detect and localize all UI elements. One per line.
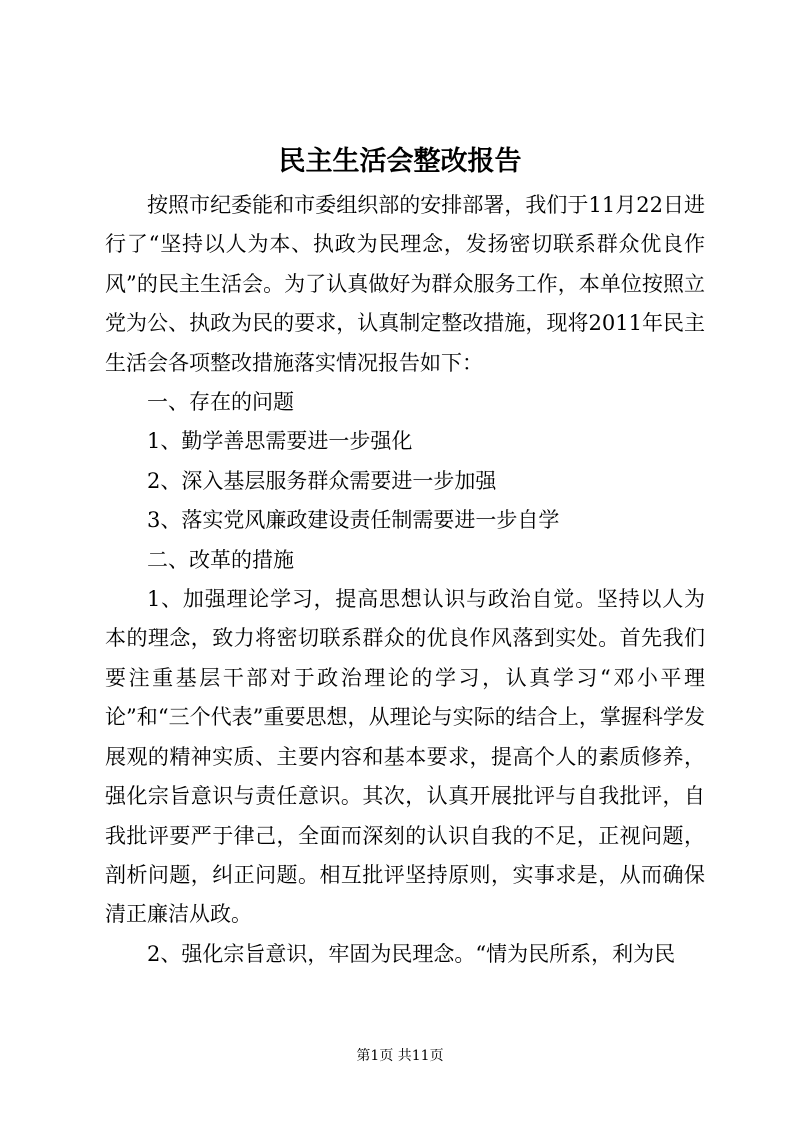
measure-paragraph-1: 1、加强理论学习，提高思想认识与政治自觉。坚持以人为本的理念，致力将密切联系群众的优良作风落到实处。首先我们要注重基层干部对于政治理论的学习，认真学习“邓小平理论”和“三个代表”重要思想，从理论与实际的结合上，掌握科学发展观的精神实质、主要内容和基本要求，提高个人的素质修养，强化宗旨意识与责任意识。其次，认真开展批评与自我批评，自我批评要严于律己，全面而深刻的认识自我的不足，正视问题，剖析问题，纠正问题。相互批评坚持原则，实事求是，从而确保清正廉洁从政。	[105, 587, 705, 927]
intro-paragraph: 按照市纪委能和市委组织部的安排部署，我们于11月22日进行了“坚持以人为本、执政为民理念，发扬密切联系群众优良作风”的民主生活会。为了认真做好为群众服务工作，本单位按照立党为公、执政为民的要求，认真制定整改措施，现将2011年民主生活会各项整改措施落实情况报告如下：	[105, 193, 705, 375]
measure-paragraph-2: 2、强化宗旨意识，牢固为民理念。“情为民所系，利为民	[147, 941, 676, 966]
document-body	[105, 186, 705, 974]
page-footer: 第1页 共11页	[356, 1048, 444, 1064]
section-heading-problems: 一、存在的问题	[147, 390, 294, 415]
problem-item-2: 2、深入基层服务群众需要进一步加强	[147, 468, 497, 493]
problem-item-3: 3、落实党风廉政建设责任制需要进一步自学	[147, 508, 560, 533]
document-title: 民主生活会整改报告	[278, 146, 522, 177]
section-heading-measures: 二、改革的措施	[147, 547, 294, 572]
problem-item-1: 1、勤学善思需要进一步强化	[147, 429, 413, 454]
